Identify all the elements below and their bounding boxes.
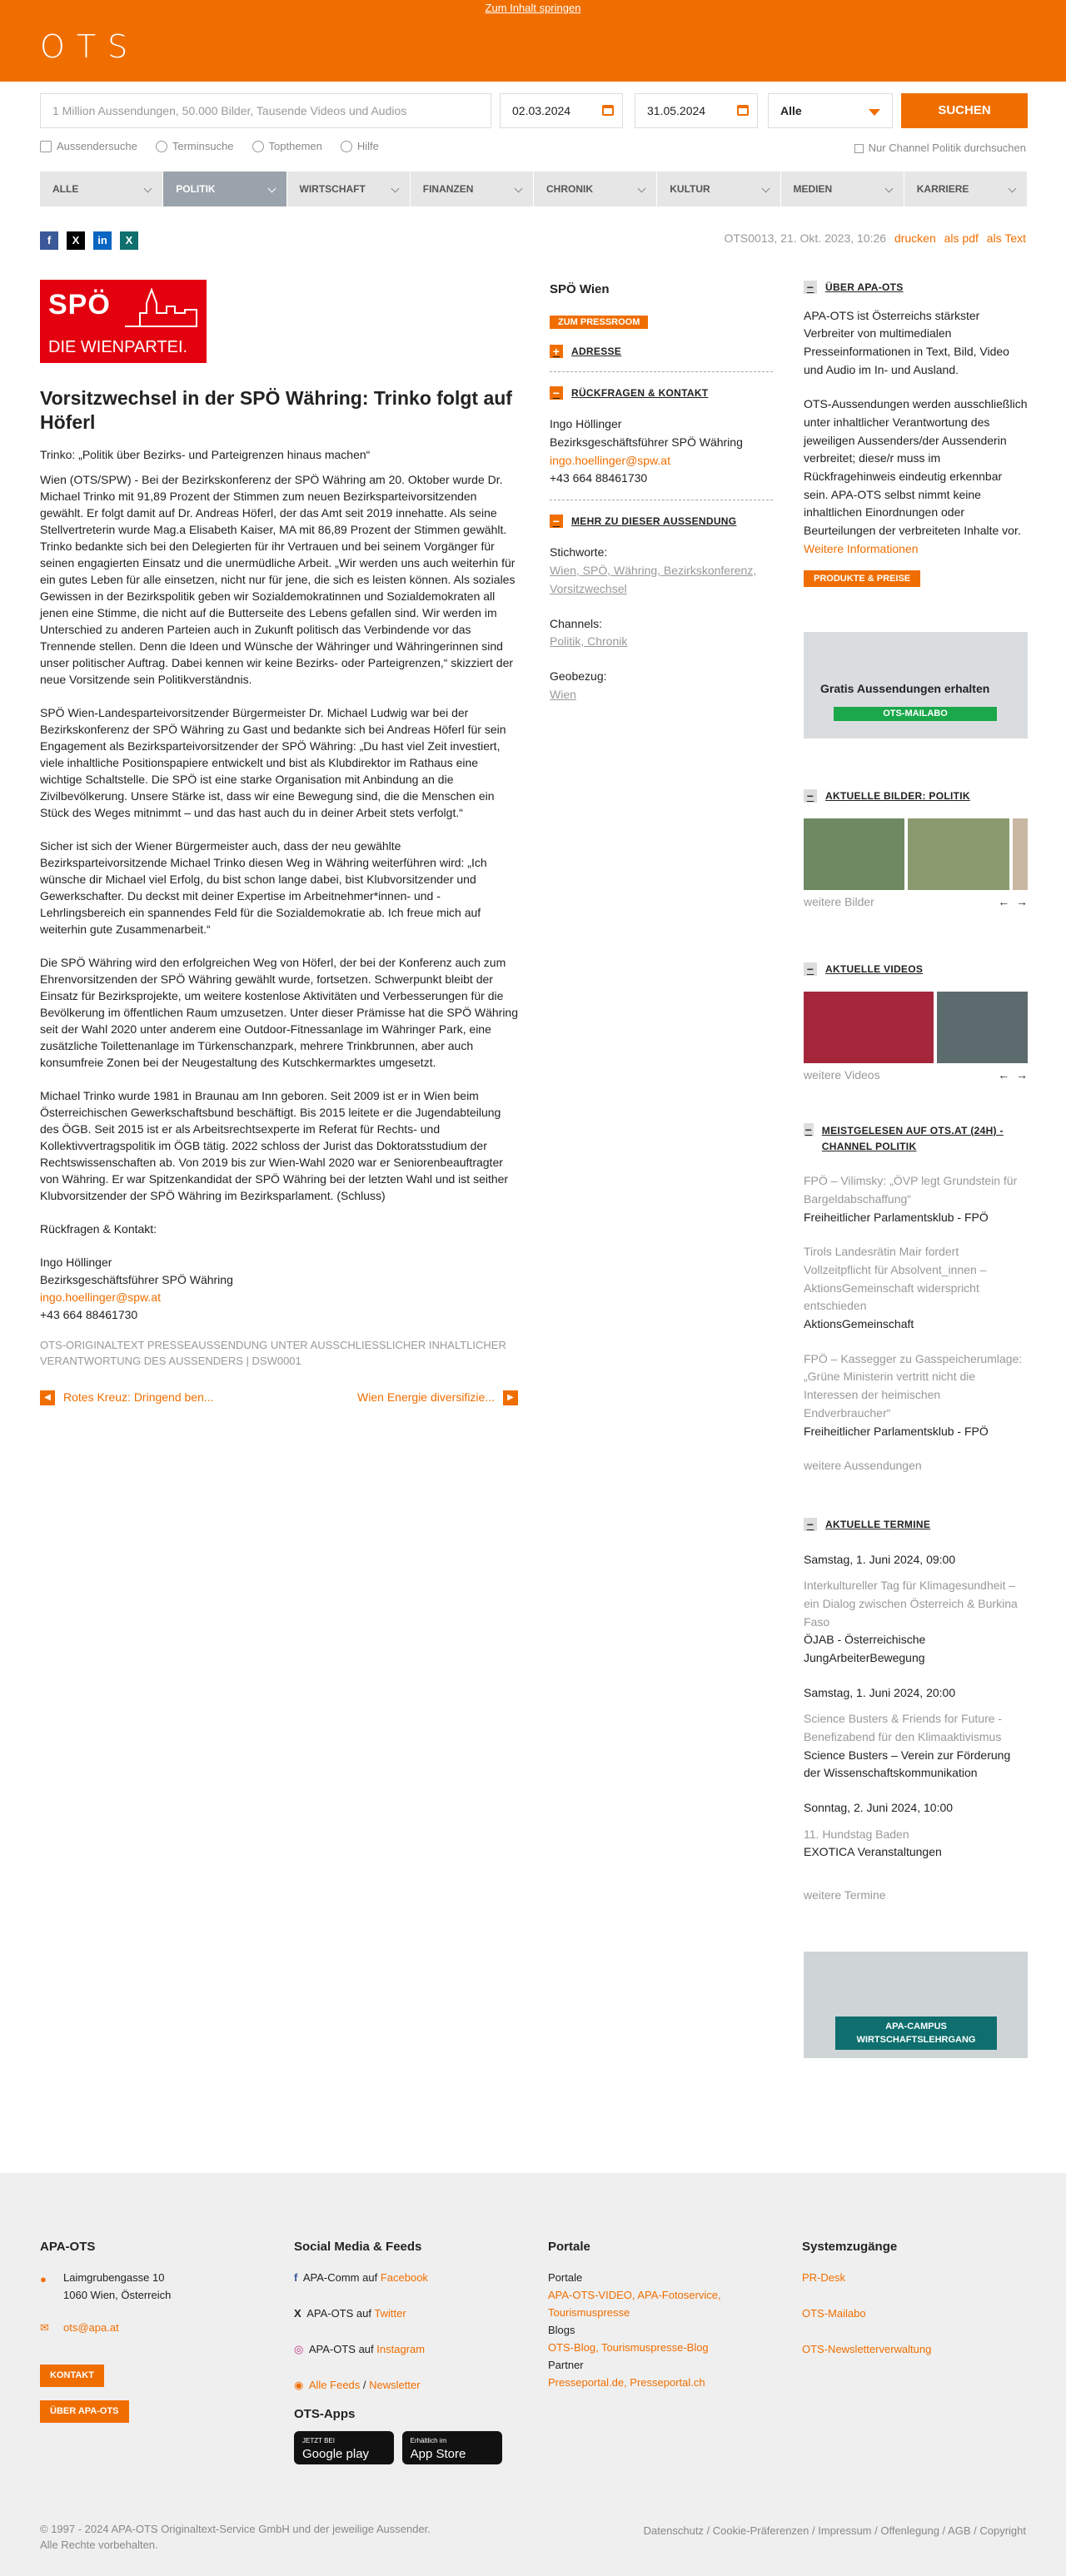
nav-item-finanzen[interactable]: FINANZEN [411,172,534,206]
portals-label: Portale [548,2271,583,2284]
footer-col-system [802,2238,1027,2358]
more-info-link[interactable]: Weitere Informationen [804,541,919,555]
more-videos-link[interactable]: weitere Videos [804,1068,880,1082]
prev-article-link[interactable]: Rotes Kreuz: Dringend ben... [63,1390,214,1404]
footer-city: 1060 Wien, Österreich [63,2289,172,2301]
event-organizer: EXOTICA Veranstaltungen [804,1845,942,1859]
pdf-link[interactable]: als pdf [944,231,979,245]
prev-next-nav [40,1389,518,1407]
prev-arrow-icon[interactable]: ◀ [40,1390,55,1405]
compass-icon [252,141,264,152]
footer-col-portals [548,2238,773,2391]
date-from-field[interactable] [500,93,623,128]
plus-icon[interactable]: + [550,345,563,358]
events-list [804,1551,1028,1905]
image-thumb[interactable] [908,818,1009,890]
originaltext-note: OTS-ORIGINALTEXT PRESSEAUSSENDUNG UNTER AUSSCHLIESSLICHER INHALTLICHER VERANTWORTUNG DES AUSSENDERS | DSW0001 [40,1338,506,1367]
text-link[interactable]: als Text [986,231,1026,245]
rss-icon: ◉ [294,2379,304,2391]
ots-logo[interactable]: OTS [40,28,140,65]
minus-icon[interactable]: − [804,789,817,803]
help-icon [341,141,352,152]
spo-logo [40,280,207,363]
google-play-badge[interactable] [294,2431,394,2464]
clock-icon [156,141,167,152]
category-select-value: Alle [780,104,802,117]
most-read-source: Freiheitlicher Parlamentsklub - FPÖ [804,1424,989,1438]
app-store-badge[interactable] [402,2431,502,2464]
more-releases-link[interactable]: weitere Aussendungen [804,1459,922,1473]
mail-icon: ✉ [40,2321,49,2334]
contact-phone: +43 664 88461730 [40,1307,138,1321]
contact-toggle[interactable]: RÜCKFRAGEN & KONTAKT [571,386,709,399]
about-title[interactable]: ÜBER APA-OTS [825,281,904,293]
sender-name: SPÖ Wien [550,282,610,296]
minus-icon[interactable]: − [804,1123,813,1137]
partner-label: Partner [548,2359,584,2371]
twitter-link[interactable]: Twitter [374,2307,406,2320]
contact-block [40,1254,518,1324]
most-read-title[interactable]: MEISTGELESEN AUF OTS.AT (24H) - CHANNEL POLITIK [821,1125,1004,1152]
contact-email-link[interactable]: ingo.hoellinger@spw.at [550,453,670,467]
minus-icon[interactable]: − [804,1518,817,1531]
contact-section [550,372,773,500]
paragraph: SPÖ Wien-Landesparteivorsitzender Bürgermeister Dr. Michael Ludwig war bei der Bezirkskonferenz der SPÖ Währing zu Gast und bedankte sich bei Andreas Höferl für sein Engagement als Bezirksparteivorsitzender der SPÖ Währing: „Du hast viel Zeit investiert, viele inhaltliche Positionspapiere entwickelt und bist als Klubdirektor im Rathaus eine wichtige Schaltstelle. Die SPÖ ist eine starke Organisation mit Anbindung an die Zivilbevölkerung. Unsere Stärke ist, dass wir eine Bewegung sind, die die Menschen ein Stück des Weges mitnimmt – und das hast auch du in deiner Arbeit stets verfolgt.“ [40,705,506,819]
more-toggle[interactable]: MEHR ZU DIESER AUSSENDUNG [571,515,737,527]
date-to-field[interactable] [635,93,758,128]
location-pin-icon: ● [40,2273,47,2285]
event-date: Sonntag, 2. Juni 2024, 10:00 [804,1801,954,1815]
mailabo-banner[interactable] [804,632,1028,738]
most-read-source: Freiheitlicher Parlamentsklub - FPÖ [804,1210,989,1224]
xing-icon[interactable]: X [120,231,138,250]
feeds-link[interactable]: Alle Feeds [308,2379,361,2391]
contact-name: Ingo Höllinger [40,1255,112,1269]
event-organizer: ÖJAB - Österreichische JungArbeiterBewegung [804,1633,926,1664]
nav-item-politik[interactable]: POLITIK [163,172,286,206]
newsletter-link[interactable]: Newsletter [369,2379,421,2391]
footer-contact-button[interactable]: KONTAKT [40,2365,104,2387]
gp-small: JETZT BEI [302,2437,335,2444]
contact-email-link[interactable]: ingo.hoellinger@spw.at [40,1290,161,1304]
checkbox-icon[interactable] [854,144,864,153]
partner-links[interactable]: Presseportal.de, Presseportal.ch [548,2376,705,2389]
contact-phone: +43 664 88461730 [550,471,648,485]
image-thumb[interactable] [804,818,904,890]
x-icon: X [294,2307,301,2320]
more-section [550,500,773,715]
building-icon [40,141,52,152]
date-to-value: 31.05.2024 [647,104,706,117]
video-thumb[interactable] [804,992,934,1063]
keywords-links[interactable]: Wien, SPÖ, Währing, Bezirkskonferenz, Vorsitzwechsel [550,564,757,595]
footer-title: Social Media & Feeds [294,2240,422,2254]
images-title[interactable]: AKTUELLE BILDER: POLITIK [825,789,970,802]
ig-label: APA-OTS auf [308,2343,374,2355]
footer-title: APA-OTS [40,2240,96,2254]
channels-links[interactable]: Politik, Chronik [550,634,628,649]
help-link[interactable]: Hilfe [356,140,379,152]
address-toggle[interactable]: ADRESSE [571,345,622,357]
contact-name: Ingo Höllinger [550,417,622,431]
search-input[interactable]: 1 Million Aussendungen, 50.000 Bilder, Tausende Videos und Audios [40,93,491,128]
minus-icon[interactable]: − [804,281,817,294]
mailabo-link[interactable]: OTS-Mailabo [802,2307,866,2320]
about-text: APA-OTS ist Österreichs stärkster Verbreiter von multimedialen Presseinformationen in Text, Bild, Video und Audio im In- und Ausland. [804,308,1009,376]
event-link[interactable]: Science Busters & Friends for Future - Benefizabend für den Klimaaktivismus [804,1712,1003,1743]
channel-checkbox-label: Nur Channel Politik durchsuchen [868,142,1026,154]
most-read-source: AktionsGemeinschaft [804,1317,914,1331]
footer-col-apa [40,2238,257,2423]
minus-icon[interactable]: − [550,386,563,400]
video-carousel [804,992,1028,1063]
fb-label: APA-Comm auf [302,2271,378,2284]
most-read-list [804,1172,1028,1475]
sender-box [550,280,773,715]
carousel-arrows-icon[interactable]: ← → [998,1068,1028,1082]
x-icon[interactable]: X [67,231,85,250]
campus-banner[interactable] [804,1952,1028,2058]
channel-checkbox[interactable] [854,140,1026,157]
sidebar [804,280,1028,2058]
share-bar [40,231,138,250]
nav-item-kultur[interactable]: KULTUR [657,172,780,206]
category-select[interactable] [768,93,893,128]
instagram-link[interactable]: Instagram [376,2343,426,2355]
next-article-link[interactable]: Wien Energie diversifizie... [357,1390,495,1404]
paragraph: Die SPÖ Währing wird den erfolgreichen Weg von Höferl, der bei der Konferenz auch zum Ehrenvorsitzenden der SPÖ Währing gewählt wurde, fortsetzen. Schwerpunkt bleibt der Einsatz für Bezirksprojekte, um weitere kostenlose Aktivitäten und Verbesserungen für die Bevölkerung im öffentlichen Raum umzusetzen. Unter dieser Prämisse hat die SPÖ Währing seit der Wahl 2020 unter anderem eine Outdoor-Fitnessanlage im Währinger Park, eine zusätzliche Toilettenanlage im Türkenschanzpark, mehrere Trinkbrunnen, aber auch konsumfreie Zonen bei der Neugestaltung des Kutschkermarktes umgesetzt. [40,955,519,1069]
paragraph: Michael Trinko wurde 1981 in Braunau am Inn geboren. Seit 2009 ist er in Wien beim Österreichischen Gewerkschaftsbund beschäftigt. Bis 2015 leitete er die Jugendabteilung des ÖGB. Seit 2015 ist er als Arbeitsrechtsexperte im Referat für Rechts- und Kollektivvertragspolitik im ÖGB tätig. 2022 schloss der Jurist das Doktoratsstudium der Rechtswissenschaften ab. Von 2019 bis zur Wien-Wahl 2020 war er Seniorenbeauftragter von Währing. Er war Spitzenkandidat der SPÖ Währing bei der letzten Wahl und ist seither Klubvorsitzender der SPÖ Währing im Bezirksparlament. (Schluss) [40,1088,509,1202]
products-button[interactable]: PRODUKTE & PREISE [804,570,920,587]
footer-title: Systemzugänge [802,2240,898,2254]
event-organizer: Science Busters – Verein zur Förderung der Wissenschaftskommunikation [804,1748,1011,1780]
event-date: Samstag, 1. Juni 2024, 20:00 [804,1685,956,1699]
minus-icon[interactable]: − [550,515,563,528]
keywords-label: Stichworte: [550,545,608,559]
event-link[interactable]: Interkultureller Tag für Klimagesundheit – ein Dialog zwischen Österreich & Burkina Faso [804,1579,1018,1629]
facebook-link[interactable]: Facebook [380,2271,428,2284]
nav-item-alle[interactable]: ALLE [40,172,163,206]
most-read-link[interactable]: FPÖ – Vilimsky: „ÖVP legt Grundstein für Bargeldabschaffung“ [804,1174,1018,1206]
blog-links[interactable]: OTS-Blog, Tourismuspresse-Blog [548,2341,709,2354]
date-from-value: 02.03.2024 [512,104,571,117]
banner-title: Gratis Aussendungen erhalten [820,681,990,695]
image-thumb[interactable] [1013,818,1028,890]
next-arrow-icon[interactable]: ▶ [503,1390,518,1405]
pressroom-button[interactable]: ZUM PRESSROOM [550,316,648,329]
most-read-link[interactable]: FPÖ – Kassegger zu Gasspeicherumlage: „Grüne Ministerin vertritt nicht die Interessen der heimischen Endverbraucher“ [804,1351,1023,1420]
article-meta [724,230,1026,248]
video-thumb[interactable] [937,992,1028,1063]
more-images-link[interactable]: weitere Bilder [804,895,874,909]
channel-nav [40,172,1028,206]
spo-logo-top: SPÖ [48,289,111,321]
portal-links[interactable]: APA-OTS-VIDEO, APA-Fotoservice, Tourismuspresse [548,2289,721,2319]
events-title[interactable]: AKTUELLE TERMINE [825,1518,931,1530]
article-lead: Trinko: „Politik über Bezirks- und Parteigrenzen hinaus machen“ [40,448,371,461]
blogs-label: Blogs [548,2324,575,2336]
footer-about-button[interactable]: ÜBER APA-OTS [40,2400,129,2423]
city-skyline-icon [123,288,198,328]
more-events-link[interactable]: weitere Termine [804,1888,886,1902]
footer-title: Portale [548,2240,590,2254]
event-link[interactable]: 11. Hundstag Baden [804,1827,909,1841]
carousel-arrows-icon[interactable]: ← → [998,895,1028,909]
calendar-icon [602,105,614,116]
campus-label: APA-CAMPUS WIRTSCHAFTSLEHRGANG [835,2017,997,2050]
about-text-2: OTS-Aussendungen werden ausschließlich unter inhaltlicher Verantwortung des jeweiligen Aussenders/der Aussenderin verbreitet; diese/r muss im Rückfragehinweis eindeutig erkennbar sein. APA-OTS selbst nimmt keine inhaltlichen Einordnungen oder Beurteilungen der verbreiteten Inhalte vor. [804,397,1028,538]
facebook-icon[interactable]: f [40,231,58,250]
search-button[interactable]: SUCHEN [901,93,1028,128]
dropdown-arrow-icon [869,109,880,116]
prdesk-link[interactable]: PR-Desk [802,2271,846,2284]
footer-col-social: Social Media & Feeds f APA-Comm auf Facebook X APA-OTS auf Twitter ◎ APA-OTS auf Instagram ◉ Alle Feeds / Newsletter OTS-Apps JETZT BEI Google play Erhältlich im App Store [294,2238,519,2464]
instagram-icon: ◎ [294,2343,304,2355]
print-link[interactable]: drucken [894,231,936,245]
copyright-line: © 1997 - 2024 APA-OTS Originaltext-Service GmbH und der jeweilige Aussender. [40,2523,431,2535]
copyright [40,2521,431,2553]
minus-icon[interactable]: − [804,962,817,976]
article [40,280,518,1406]
paragraph: Wien (OTS/SPW) - Bei der Bezirkskonferenz der SPÖ Währing am 20. Oktober wurde Dr. Michael Trinko mit 91,89 Prozent der Stimmen zum neuen Bezirksparteivorsitzenden gewählt. Er folgt damit auf Dr. Andreas Höferl, der das Amt seit 2019 innehatte. Als seine Stellvertreterin wurde Mag.a Elisabeth Kaiser, MA mit 86,89 Prozent der Stimmen gewählt. Trinko bedankte sich bei den Delegierten für ihr Vertrauen und bei seinem Vorgänger für seinen engagierten Einsatz und die unermüdliche Arbeit. „Wir werden uns auch weiterhin für ein gutes Leben für alle einsetzen, nicht nur für jene, die sich es leisten können. Als soziales Gewissen in der Bezirkspolitik geben wir Sozialdemokratinnen und Sozialdemokraten all jenen eine Stimme, die nicht auf die Butterseite des Lebens gefallen sind. Wir werden im Unterschied zu anderen Parteien auch in Zukunft politisch das Verbindende vor das Trennende stellen. Denn die Ideen und Wünsche der Währinger und Währingerinnen sind unser politischer Auftrag. Dabei kennen wir keine Bezirks- oder Parteigrenzen,“ skizziert der neue Vorsitzende sein Politikverständnis. [40,472,516,686]
nav-item-karriere[interactable]: KARRIERE [904,172,1028,206]
search-bar [0,82,1066,215]
article-title: Vorsitzwechsel in der SPÖ Währing: Trinko folgt auf Höferl [40,387,512,433]
event-search-link[interactable]: Terminsuche [172,140,234,152]
videos-title[interactable]: AKTUELLE VIDEOS [825,962,924,975]
nav-item-chronik[interactable]: CHRONIK [534,172,657,206]
image-carousel [804,818,1028,890]
tw-label: APA-OTS auf [306,2307,371,2320]
facebook-icon: f [294,2271,298,2284]
ots-id: OTS0013, 21. Okt. 2023, 10:26 [724,231,887,245]
nav-item-wirtschaft[interactable]: WIRTSCHAFT [287,172,411,206]
spo-logo-bottom: DIE WIENPARTEI. [48,338,188,356]
event-date: Samstag, 1. Juni 2024, 09:00 [804,1552,956,1566]
article-body [40,471,518,1324]
footer-mail-link[interactable]: ots@apa.at [63,2321,119,2334]
newsletter-admin-link[interactable]: OTS-Newsletterverwaltung [802,2343,932,2355]
legal-links [644,2523,1026,2539]
copyright-line: Alle Rechte vorbehalten. [40,2539,158,2551]
contact-label: Rückfragen & Kontakt: [40,1221,157,1236]
footer-street: Laimgrubengasse 10 [63,2271,165,2284]
search-links [40,138,379,155]
address-section [550,331,773,372]
contact-role: Bezirksgeschäftsführer SPÖ Währing [40,1272,233,1286]
top-topics-link[interactable]: Topthemen [268,140,322,152]
legal-link[interactable]: Datenschutz / Cookie-Präferenzen / Impressum / Offenlegung / AGB / Copyright [643,2524,1026,2537]
linkedin-icon[interactable]: in [93,231,112,250]
top-bar [0,0,1066,82]
most-read-link[interactable]: Tirols Landesrätin Mair fordert Vollzeitpflicht für Absolvent_innen – AktionsGemeinschaft widerspricht entschieden [804,1245,987,1313]
channels-label: Channels: [550,616,603,630]
as-label: App Store [410,2447,466,2461]
skip-link[interactable]: Zum Inhalt springen [485,2,581,14]
as-small: Erhältlich im [410,2437,447,2444]
gp-label: Google play [302,2447,370,2461]
mailabo-button[interactable]: OTS-MAILABO [834,707,997,721]
geo-label: Geobezug: [550,669,607,683]
sender-search-link[interactable]: Aussendersuche [57,140,137,152]
geo-link[interactable]: Wien [550,687,576,701]
calendar-icon [737,105,749,116]
footer-title: OTS-Apps [294,2407,356,2421]
paragraph: Sicher ist sich der Wiener Bürgermeister auch, dass der neu gewählte Bezirksparteivorsitzende Michael Trinko diesen Weg in Währing weiterführen wird: „Ich wünsche dir Michael viel Erfolg, du bist schon lange dabei, bist Klubvorsitzender und Gewerkschafter. Du deckst mit deiner Expertise im Arbeitnehmer*innen- und -Lehrlingsbereich ein spannendes Feld für die Sozialdemokratie ab. Ich freue mich auf weiterhin gute Zusammenarbeit.“ [40,838,487,936]
nav-item-medien[interactable]: MEDIEN [781,172,904,206]
contact-role: Bezirksgeschäftsführer SPÖ Währing [550,435,743,449]
footer [0,2173,1066,2576]
